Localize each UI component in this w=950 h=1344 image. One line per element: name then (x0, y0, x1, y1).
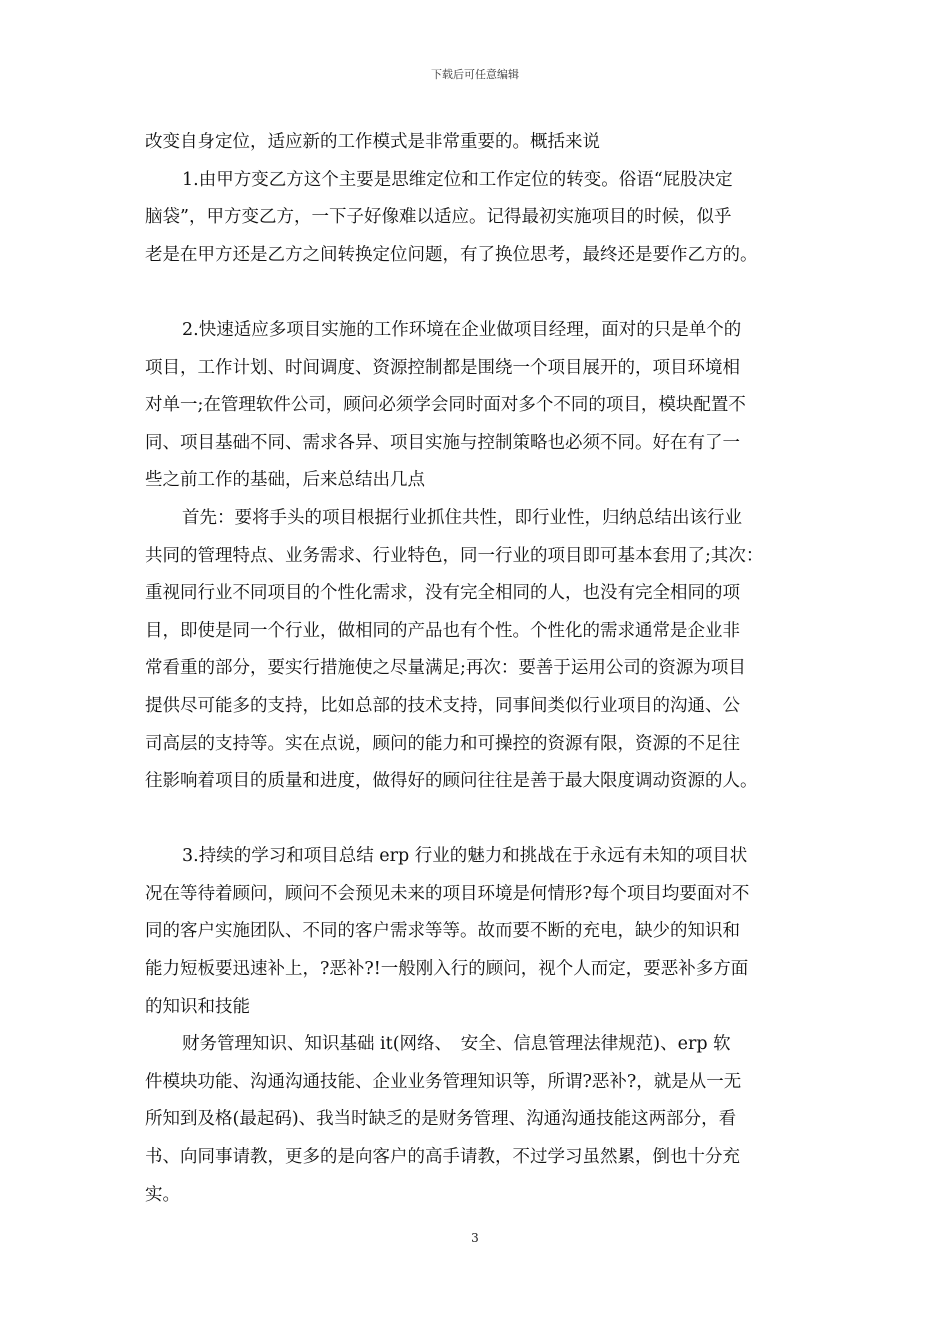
page-number: 3 (471, 1231, 479, 1245)
text-line: 共同的管理特点、业务需求、行业特色，同一行业的项目即可基本套用了;其次： (145, 545, 764, 566)
text-line: 的知识和技能 (145, 996, 250, 1017)
text-line: 老是在甲方还是乙方之间转换定位问题，有了换位思考，最终还是要作乙方的。 (145, 244, 758, 265)
text-line: 重视同行业不同项目的个性化需求，没有完全相同的人，也没有完全相同的项 (145, 583, 740, 604)
text-line: 脑袋”，甲方变乙方，一下子好像难以适应。记得最初实施项目的时候，似乎 (145, 207, 732, 228)
text-line: 改变自身定位，适应新的工作模式是非常重要的。概括来说 (145, 132, 600, 152)
text-line: 书、向同事请教，更多的是向客户的高手请教，不过学习虽然累，倒也十分充 (145, 1147, 740, 1168)
paragraph (145, 312, 835, 500)
text-line: 况在等待着顾问，顾问不会预见未来的项目环境是何情形?每个项目均要面对不 (145, 883, 750, 904)
text-line: 3.持续的学习和项目总结 erp 行业的魅力和挑战在于永远有未知的项目状 (182, 846, 748, 867)
paragraph (145, 1026, 835, 1214)
text-line: 常看重的部分，要实行措施使之尽量满足;再次：要善于运用公司的资源为项目 (145, 658, 746, 679)
text-line: 财务管理知识、知识基础 it(网络、 安全、信息管理法律规范)、erp 软 (182, 1034, 731, 1055)
text-line: 同的客户实施团队、不同的客户需求等等。故而要不断的充电，缺少的知识和 (145, 921, 740, 942)
page-header: 下载后可任意编辑 (431, 68, 519, 81)
text-line: 实。 (145, 1184, 180, 1205)
text-line: 项目，工作计划、时间调度、资源控制都是围绕一个项目展开的，项目环境相 (145, 357, 740, 378)
text-line: 2.快速适应多项目实施的工作环境在企业做项目经理，面对的只是单个的 (182, 319, 742, 340)
text-line: 首先：要将手头的项目根据行业抓住共性，即行业性，归纳总结出该行业 (182, 507, 742, 528)
text-line: 件模块功能、沟通沟通技能、企业业务管理知识等，所谓?恶补?，就是从一无 (145, 1071, 742, 1092)
paragraph (145, 500, 835, 801)
blank-line (145, 274, 835, 312)
paragraph (145, 162, 835, 275)
paragraph (145, 124, 835, 162)
text-line: 所知到及格(最起码)、我当时缺乏的是财务管理、沟通沟通技能这两部分，看 (145, 1109, 737, 1130)
text-line: 提供尽可能多的支持，比如总部的技术支持，同事间类似行业项目的沟通、公 (145, 695, 740, 716)
text-line: 1.由甲方变乙方这个主要是思维定位和工作定位的转变。俗语“屁股决定 (182, 169, 733, 190)
text-line: 能力短板要迅速补上，?恶补?!一般刚入行的顾问，视个人而定，要恶补多方面 (145, 959, 749, 980)
paragraph (145, 838, 835, 1026)
text-line: 同、项目基础不同、需求各异、项目实施与控制策略也必须不同。好在有了一 (145, 432, 740, 453)
text-line: 司高层的支持等。实在点说，顾问的能力和可操控的资源有限，资源的不足往 (145, 733, 740, 754)
blank-line (145, 801, 835, 839)
text-line: 目，即使是同一个行业，做相同的产品也有个性。个性化的需求通常是企业非 (145, 620, 740, 641)
text-line: 往影响着项目的质量和进度，做得好的顾问往往是善于最大限度调动资源的人。 (145, 771, 758, 792)
text-line: 些之前工作的基础，后来总结出几点 (145, 470, 425, 491)
text-line: 对单一;在管理软件公司，顾问必须学会同时面对多个不同的项目，模块配置不 (145, 395, 746, 416)
document-body (145, 124, 835, 1214)
